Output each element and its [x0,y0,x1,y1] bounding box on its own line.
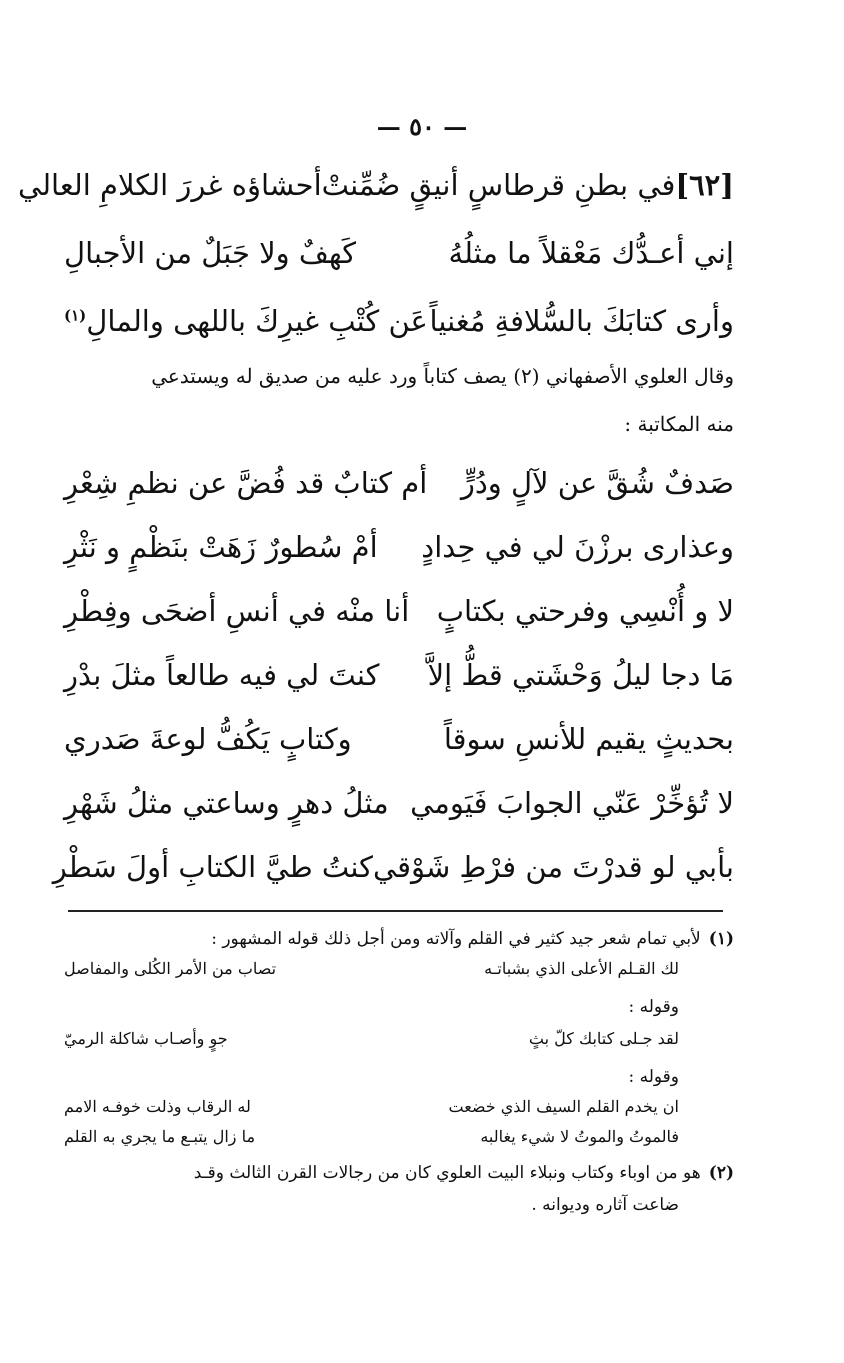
hemistich-right: بأبي لو قدرْتَ من فرْطِ شَوْقي [372,849,734,884]
footnote-label: وقوله : [628,997,679,1017]
verse-line-5 [64,520,734,574]
hemistich-left: تصاب من الأمر الكُلى والمفاصل [64,959,277,978]
hemistich-right: فالموتُ والموتُ لا شيء يغالبه [480,1127,679,1146]
hemistich-right: لك القـلم الأعلى الذي بشباتـه [484,959,679,978]
footnote-verse-4 [64,1126,679,1148]
verse-line-8 [64,712,734,766]
verse-line-6 [64,584,734,638]
footnote-text: لأبي تمام شعر جيد كثير في القلم وآلاته ومن أجل ذلك قوله المشهور : [211,929,701,949]
hemistich-left: ما زال يتبـع ما يجري به القلم [64,1127,256,1146]
page-number: — ٥٠ — [376,112,468,141]
hemistich-left: مثلُ دهرٍ وساعتي مثلُ شَهْرِ [64,785,389,820]
hemistich-right: مَا دجا ليلُ وَحْشَتي قطُّ إلاَّ [427,657,734,692]
footnote-label: وقوله : [628,1067,679,1087]
footnote-text: هو من اوباء وكتاب ونبلاء البيت العلوي كان من رجالات القرن الثالث وقـد [193,1163,701,1183]
verse-line-7 [64,648,734,702]
hemistich-left: أم كتابٌ قد فُضَّ عن نظمِ شِعْرِ [64,465,428,500]
hemistich-left: أنا منْه في أنسِ أضحَى وفِطْرِ [64,593,410,628]
hemistich-right: [٦٢]في بطنِ قرطاسٍ أنيقٍ ضُمِّنتْ [321,167,734,202]
hemistich-right: وعذارى برزْنَ لي في حِدادٍ [421,529,734,564]
footnote-1 [64,928,734,950]
hemistich-left: أحشاؤه غررَ الكلامِ العالي [18,167,322,202]
prose-line-1: وقال العلوي الأصفهاني (٢) يصف كتاباً ورد عليه من صديق له ويستدعي [151,364,734,388]
hemistich-left: له الرقاب وذلت خوفـه الامم [64,1097,251,1116]
hemistich-right: صَدفٌ شُقَّ عن لآلٍ ودُرٍّ [460,465,734,500]
hemistich-right: لا و أُنْسِي وفرحتي بكتابٍ [436,593,734,628]
footnote-number: (١) [708,929,734,949]
hemistich-left: كَهفٌ ولا جَبَلٌ من الأجبالِ [64,235,357,270]
hemistich-right: بحديثٍ يقيم للأنسِ سوقاً [443,721,734,756]
hemistich-right: وأرى كتابَكَ بالسُّلافةِ مُغنياً [429,303,734,338]
verse-line-2 [64,226,734,280]
hemistich-left: جوٍ وأصـاب شاكلة الرميّ [64,1029,228,1048]
verse-line-1 [18,158,734,212]
hemistich-right: لا تُؤخِّرْ عَنّي الجوابَ فَيَومي [410,785,734,820]
hemistich-right: إني أعـدُّك مَعْقلاً ما مثلُهُ [448,235,734,270]
footnote-verse-3 [64,1096,679,1118]
hemistich-left: أمْ سُطورٌ زَهَتْ بنَظْمٍ و نَثْرِ [64,529,378,564]
footnote-marker-1: (١) [64,305,87,324]
footnote-2-continuation: ضاعت آثاره وديوانه . [531,1195,679,1215]
poem-number: [٦٢] [675,167,734,202]
footnote-2 [64,1162,734,1184]
hemistich-right: ان يخدم القلم السيف الذي خضعت [448,1097,679,1116]
hemistich-right: لقد جـلى كتابك كلّ بثٍ [528,1029,679,1048]
hemistich-left: كنتُ طيَّ الكتابِ أولَ سَطْرِ [52,849,373,884]
prose-line-2: منه المكاتبة : [624,412,734,436]
hemistich-left: كنتَ لي فيه طالعاً مثلَ بدْرِ [64,657,380,692]
verse-line-4 [64,456,734,510]
verse-line-9 [64,776,734,830]
prose-intro [54,352,734,448]
verse-line-3 [64,294,734,348]
hemistich-left: وكتابٍ يَكُفُّ لوعةَ صَدري [64,721,352,756]
verse-line-10 [52,840,734,894]
footnote-verse-2 [64,1028,679,1050]
hemistich-left: عَن كُتْبِ غيرِكَ باللهى والمالِ$^{(١)}$ [64,303,428,338]
footnote-number: (٢) [708,1163,734,1183]
footnote-separator [68,910,723,912]
footnote-verse-1 [64,958,679,980]
